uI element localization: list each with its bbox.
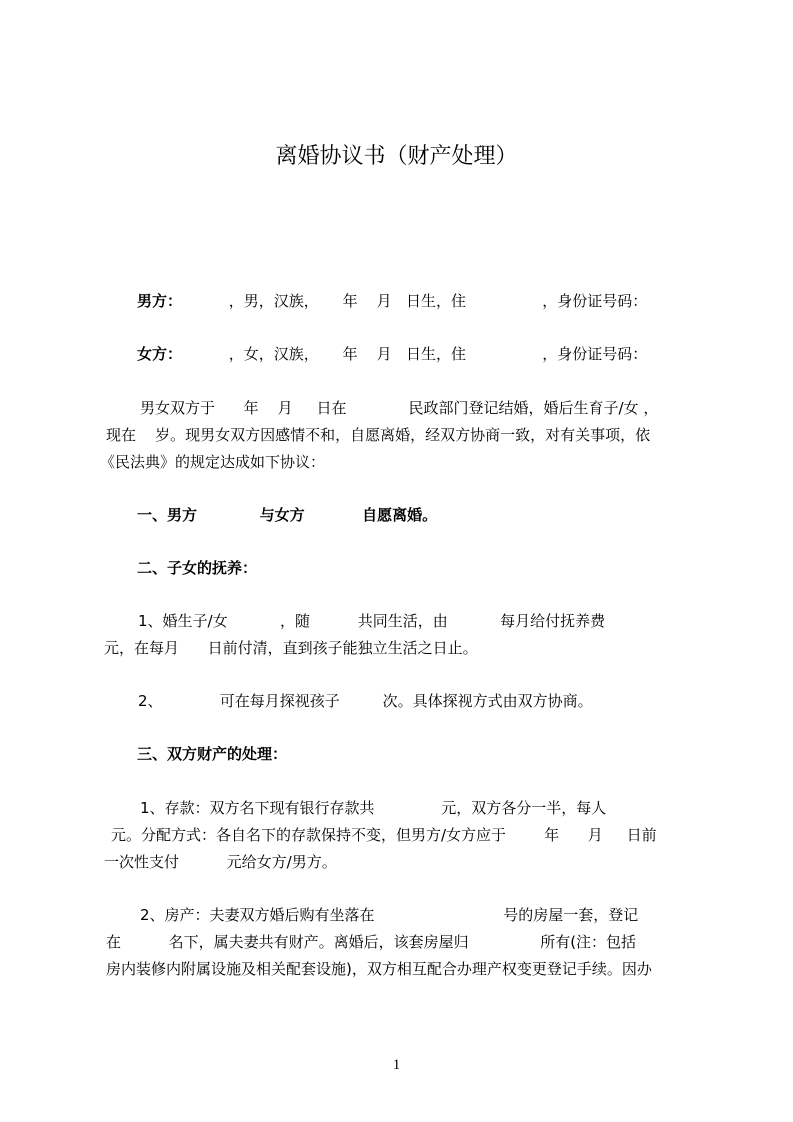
section-3-item-1-line-3: 一次性支付 元给女方/男方。 — [104, 853, 337, 871]
section-2-item-2: 2、 可在每月探视孩子 次。具体探视方式由双方协商。 — [138, 692, 593, 710]
wife-label: 女方： — [137, 345, 183, 363]
page-number: 1 — [392, 1057, 401, 1073]
section-3-item-1-line-2: 元。分配方式：各自名下的存款保持不变，但男方/女方应于 年 月 日前 — [111, 826, 657, 844]
husband-label: 男方： — [137, 292, 183, 310]
section-3-item-2-line-1: 2、房产：夫妻双方婚后购有坐落在 号的房屋一套，登记 — [140, 906, 639, 924]
intro-line-2: 现在 岁。现男女双方因感情不和，自愿离婚，经双方协商一致，对有关事项，依 — [106, 426, 651, 444]
section-1-heading: 一、男方 与女方 自愿离婚。 — [137, 506, 438, 524]
section-2-heading: 二、子女的抚养： — [137, 559, 258, 577]
document-title: 离婚协议书（财产处理） — [275, 144, 518, 169]
intro-line-3: 《民法典》的规定达成如下协议： — [100, 453, 326, 471]
intro-line-1: 男女双方于 年 月 日在 民政部门登记结婚，婚后生育子/女 ， — [140, 399, 659, 417]
husband-info: ，男，汉族， 年 月 日生，住 ，身份证号码： — [224, 292, 648, 310]
section-2-item-1-line-1: 1、婚生子/女 ，随 共同生活，由 每月给付抚养费 — [138, 612, 606, 630]
section-2-item-1-line-2: 元，在每月 日前付清，直到孩子能独立生活之日止。 — [104, 639, 478, 657]
section-3-item-1-line-1: 1、存款：双方名下现有银行存款共 元，双方各分一半，每人 — [140, 799, 607, 817]
section-3-item-2-line-2: 在 名下，属夫妻共有财产。离婚后，该套房屋归 所有(注：包括 — [106, 933, 637, 951]
wife-info: ，女，汉族， 年 月 日生，住 ，身份证号码： — [224, 345, 648, 363]
section-3-heading: 三、双方财产的处理： — [137, 745, 288, 763]
section-3-item-2-line-3: 房内装修内附属设施及相关配套设施)，双方相互配合办理产权变更登记手续。因办 — [106, 960, 652, 978]
